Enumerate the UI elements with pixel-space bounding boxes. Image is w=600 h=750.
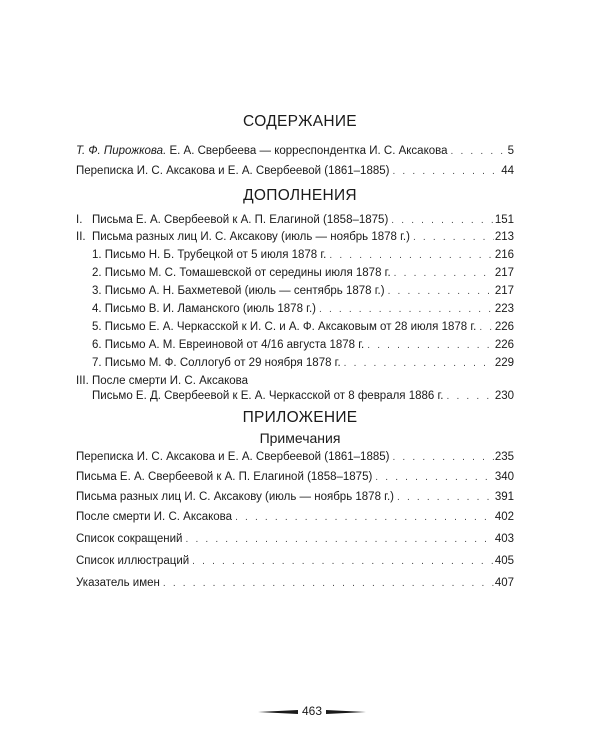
leader-dots [235,510,494,525]
leader-dots [451,144,507,159]
left-ornament-icon [258,710,298,714]
appendix-heading: ПРИЛОЖЕНИЕ [242,409,358,426]
toc-illustrations [76,554,514,569]
leader-dots [375,470,494,485]
leader-dots [392,450,493,465]
leader-dots [397,490,494,505]
toc-letter-6 [92,338,514,353]
entry-page: 229 [494,357,514,369]
entry-page: 403 [494,533,514,545]
entry-title: Письмо Е. Д. Свербеевой к Е. А. Черкасской от 8 февраля 1886 г. [92,390,444,402]
toc-note-1 [76,450,514,465]
toc-section-1 [76,213,514,228]
toc-letter-1 [92,248,514,263]
entry-page: 340 [494,471,514,483]
leader-dots [329,248,493,263]
entry-title: Письма разных лиц И. С. Аксакову (июль — ноябрь 1878 г.) [76,491,394,503]
entry-page: 407 [494,577,514,589]
entry-title: 5. Письмо Е. А. Черкасской к И. С. и А. Ф. Аксаковым от 28 июля 1878 г. [92,321,477,333]
entry-page: 217 [494,285,514,297]
leader-dots [479,320,493,335]
leader-dots [447,389,494,404]
entry-page: 151 [494,214,514,226]
page-number: 463 [301,704,323,718]
leader-dots [319,302,494,317]
entry-page: 213 [494,231,514,243]
leader-dots [392,164,500,179]
entry-title: Переписка И. С. Аксакова и Е. А. Свербеевой (1861–1885) [76,165,390,177]
toc-note-2 [76,470,514,485]
entry-title: Список иллюстраций [76,555,190,567]
toc-entry-intro-article [76,144,514,159]
leader-dots [185,532,493,547]
entry-title: 4. Письмо В. И. Ламанского (июль 1878 г.) [92,303,316,315]
entry-title: 2. Письмо М. С. Томашевской от середины июля 1878 г. [92,267,391,279]
entry-title: I. Письма Е. А. Свербеевой к А. П. Елагиной (1858–1875) [76,214,389,226]
toc-section-3-letter [92,389,514,404]
toc-letter-4 [92,302,514,317]
entry-page: 44 [501,165,514,177]
notes-subheading: Примечания [259,430,341,446]
toc-letter-3 [92,284,514,299]
leader-dots [163,576,494,591]
supplements-heading: ДОПОЛНЕНИЯ [243,187,357,204]
toc-letter-7 [92,356,514,371]
toc-section-3: III. После смерти И. С. Аксакова [76,375,249,387]
entry-page: 230 [494,390,514,402]
toc-section-2 [76,230,514,245]
toc-letter-2 [92,266,514,281]
entry-title: Переписка И. С. Аксакова и Е. А. Свербеевой (1861–1885) [76,451,390,463]
entry-page: 235 [494,451,514,463]
leader-dots [192,554,494,569]
entry-page: 217 [494,267,514,279]
entry-title: Указатель имен [76,577,160,589]
entry-page: 216 [494,249,514,261]
entry-page: 405 [494,555,514,567]
leader-dots [413,230,494,245]
toc-note-3 [76,490,514,505]
entry-page: 402 [494,511,514,523]
entry-title: Письма Е. А. Свербеевой к А. П. Елагиной (1858–1875) [76,471,373,483]
entry-page: 226 [494,339,514,351]
entry-page: 226 [494,321,514,333]
leader-dots [388,284,494,299]
entry-title: 6. Письмо А. М. Евреиновой от 4/16 августа 1878 г. [92,339,365,351]
entry-title: Е. А. Свербеева — корреспондентка И. С. Аксакова [166,145,448,157]
leader-dots [391,213,494,228]
entry-page: 391 [494,491,514,503]
entry-title: Список сокращений [76,533,183,545]
toc-entry-correspondence [76,164,514,179]
toc-letter-5 [92,320,514,335]
page-footer [0,705,600,719]
leader-dots [344,356,494,371]
contents-heading: СОДЕРЖАНИЕ [243,113,357,130]
entry-title: 7. Письмо М. Ф. Соллогуб от 29 ноября 1878 г. [92,357,341,369]
toc-abbreviations [76,532,514,547]
leader-dots [394,266,494,281]
entry-title: После смерти И. С. Аксакова [76,511,233,523]
entry-title: 1. Письмо Н. Б. Трубецкой от 5 июля 1878 г. [92,249,327,261]
toc-name-index [76,576,514,591]
right-ornament-icon [326,710,366,714]
entry-page: 223 [494,303,514,315]
entry-title: II. Письма разных лиц И. С. Аксакову (июль — ноябрь 1878 г.) [76,231,410,243]
toc-note-4 [76,510,514,525]
entry-author: Т. Ф. Пирожкова. [76,145,167,157]
leader-dots [367,338,494,353]
entry-page: 5 [507,145,514,157]
entry-title: 3. Письмо А. Н. Бахметевой (июль — сентябрь 1878 г.) [92,285,385,297]
